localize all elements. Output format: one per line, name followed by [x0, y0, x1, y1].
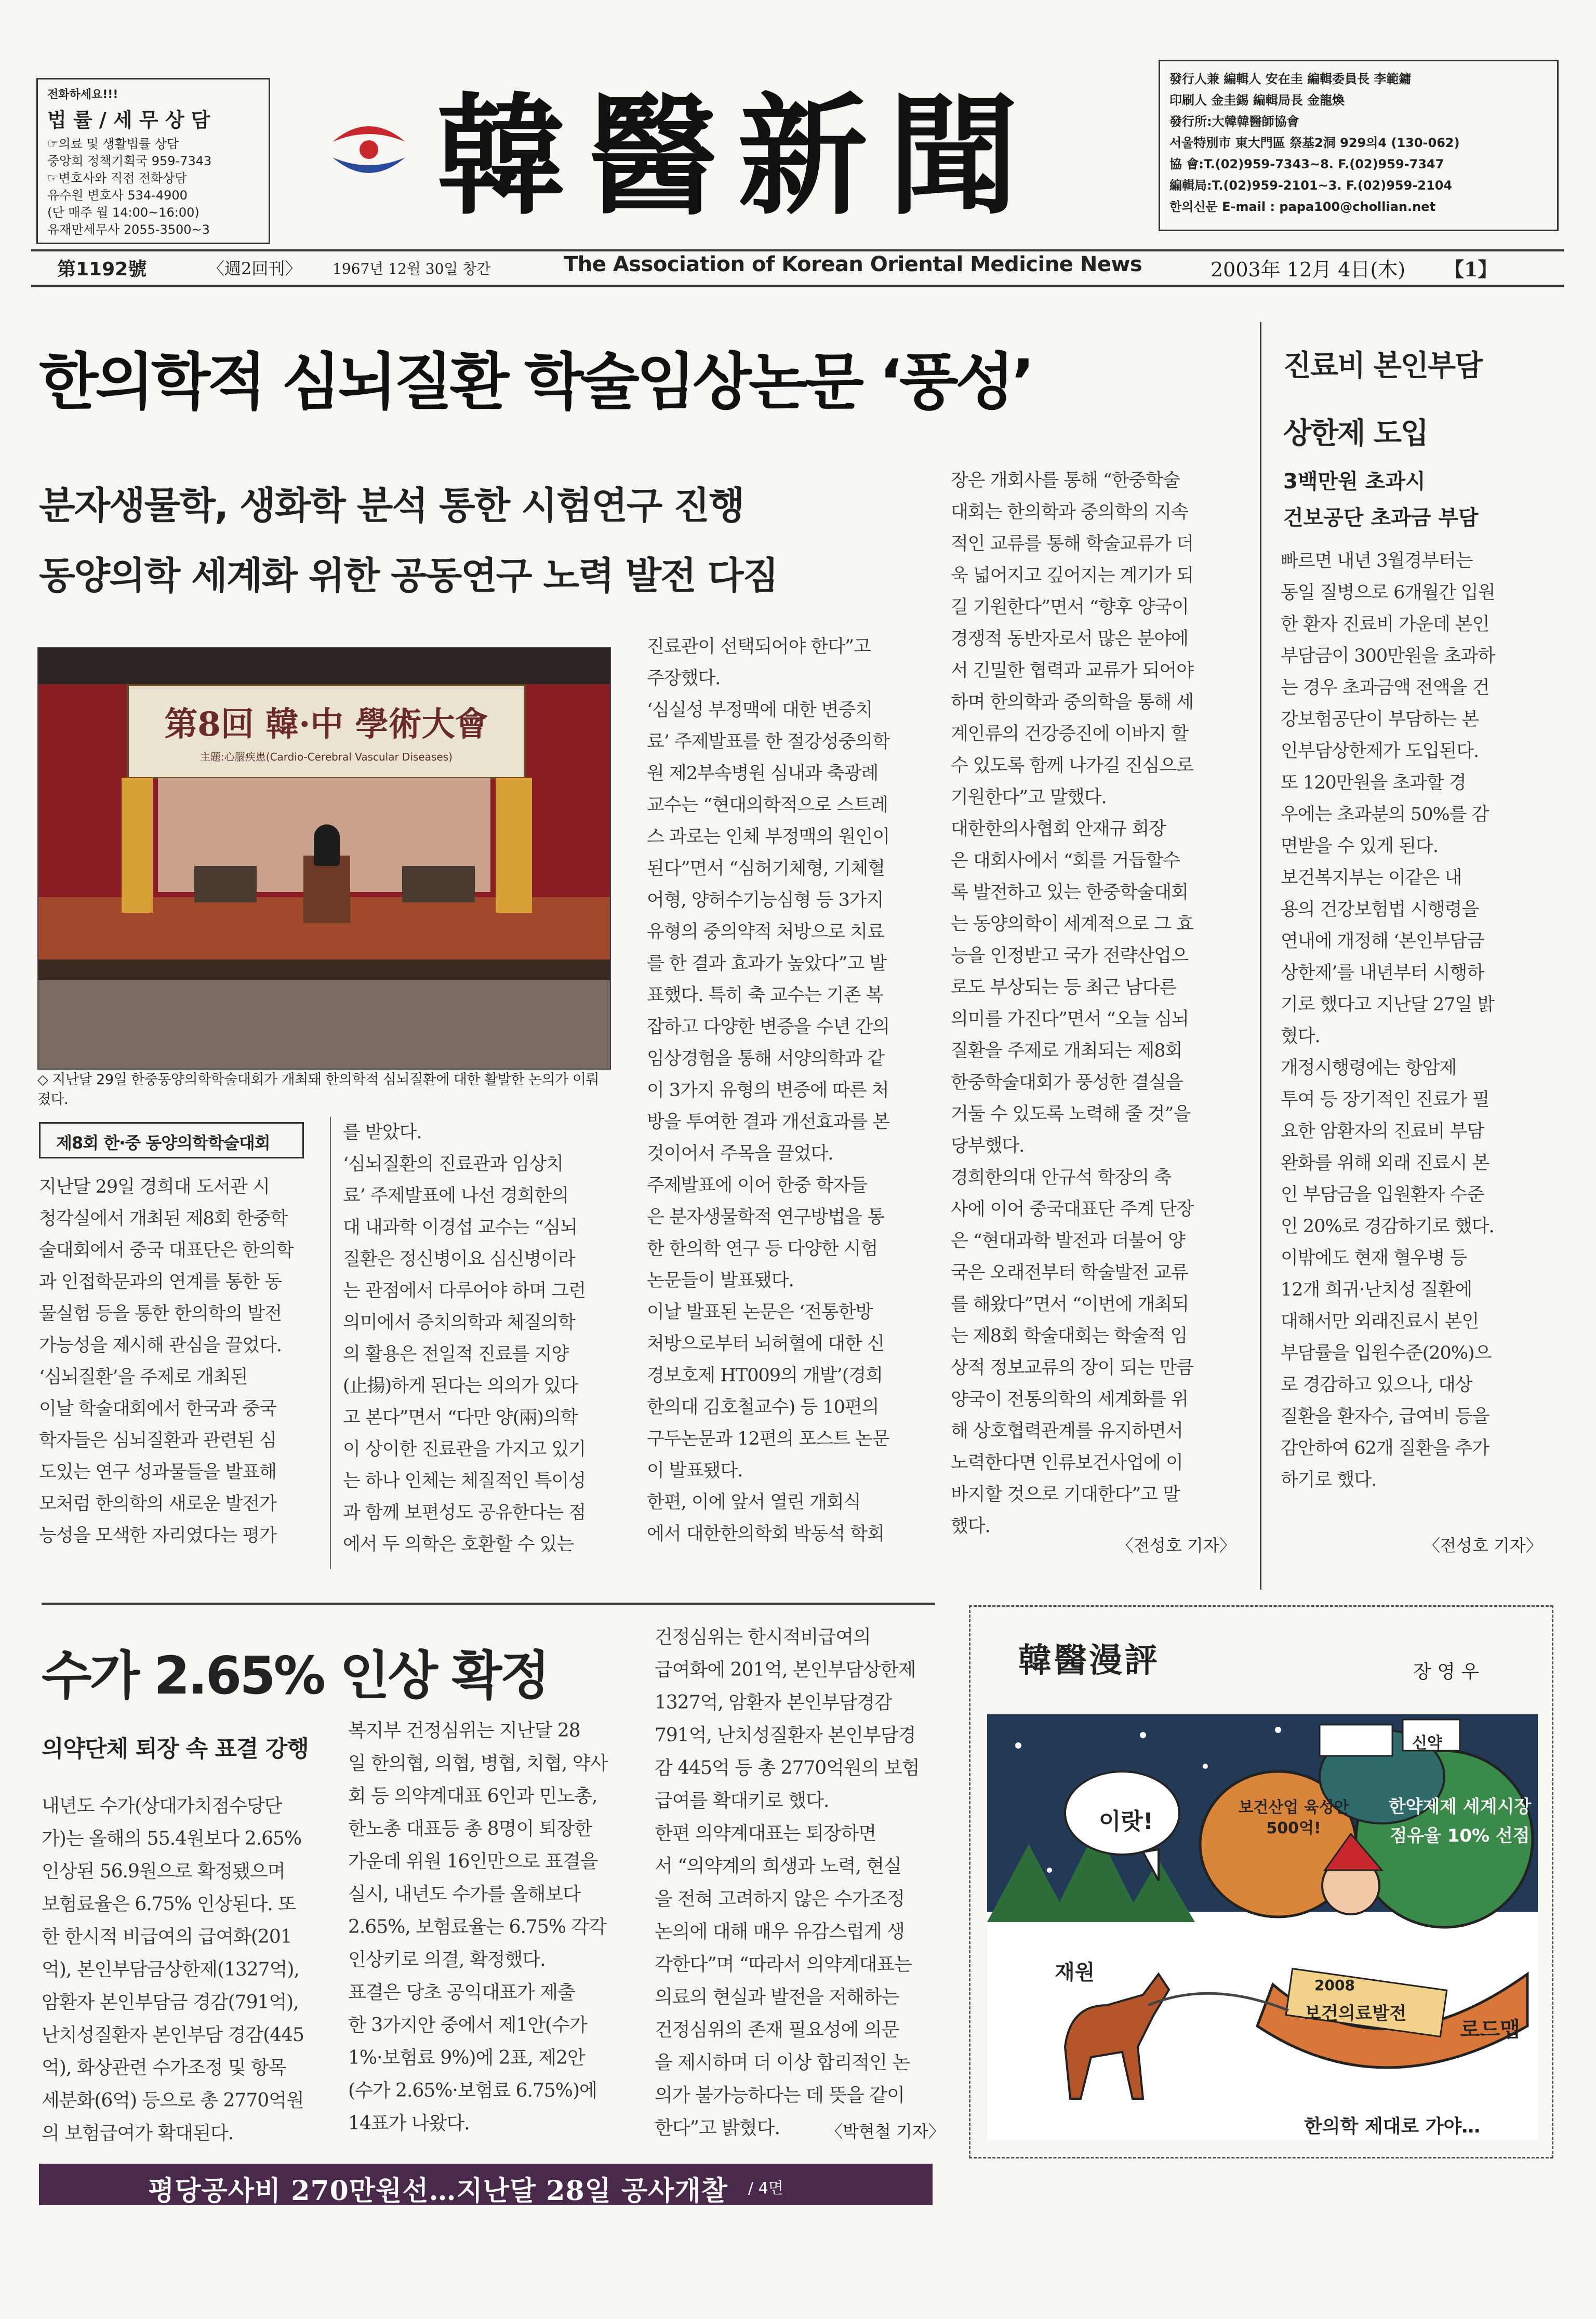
- side-divider: [1260, 322, 1261, 1590]
- banner-text: 第8回 韓·中 學術大會: [164, 705, 488, 744]
- second-byline: 〈박현철 기자〉: [826, 2122, 945, 2141]
- publisher-line: 發行所:大韓韓醫師協會: [1169, 114, 1299, 129]
- newspaper-title: 韓醫新聞: [436, 79, 1039, 232]
- photo-caption: ◇ 지난달 29일 한중동양의학학술대회가 개최돼 한의학적 심뇌질환에 대한 활발한 논의가 이뤄졌다.: [37, 1072, 599, 1108]
- founded-date: 1967년 12월 30일 창간: [332, 260, 491, 277]
- publisher-line: 印刷人 金圭錫 編輯局長 金龍煥: [1169, 93, 1345, 108]
- lead-column-2: 를 받았다. ‘심뇌질환의 진료관과 임상치 료’ 주제발표에 나선 경희한의 대 내과학 이경섭 교수는 “심뇌 질환은 정신병이요 심신병이라 는 관점에서 다루어야 하며 그런 의미에서 증치의학과 체질의학 의 활용은 전일적 진료를 지양 (止揚)하게 된다는 의의가 있다 고 본다”면서 “다만 양(兩)의학 이 상이한 진료관을 가지고 있기 는 하나 인체는 체질적인 특이성 과 함께 보편성도 공유한다는 점 에서 두 의학은 호환할 수 있는: [343, 1122, 586, 1555]
- publisher-info-box: [1159, 60, 1559, 231]
- masthead-rule-bottom: [31, 285, 1564, 287]
- issue-number: 第1192號: [57, 259, 147, 280]
- lower-section-rule: [42, 1603, 935, 1605]
- cartoon-rider: 재원: [1055, 1961, 1095, 1984]
- counsel-line: 유재만세무사 2055-3500~3: [47, 222, 210, 237]
- counsel-title: 법 률 / 세 무 상 담: [47, 109, 210, 131]
- lead-column-1: 지난달 29일 경희대 도서관 시 청각실에서 개최된 제8회 한중학 술대회에서 중국 대표단은 한의학 과 인접학문과의 연계를 통한 동 물실험 등을 통한 한의학의 발전 가능성을 제시해 관심을 끌었다. ‘심뇌질환’을 주제로 개최된 이날 학술대회에서 한국과 중국 학자들은 심뇌질환과 관련된 심 도있는 연구 성과물들을 발표해 모처럼 한의학의 새로운 발전가 능성을 모색한 자리였다는 평가: [39, 1177, 294, 1546]
- side-subheadline-2: 건보공단 초과금 부담: [1283, 506, 1479, 530]
- cartoon-sled-label: 보건의료발전: [1304, 2003, 1407, 2024]
- cartoon-bottom-text: 한의학 제대로 가야…: [1304, 2116, 1481, 2137]
- lead-subheadline-2: 동양의학 세계화 위한 공동연구 노력 발전 다짐: [39, 554, 778, 597]
- counsel-line: ☞변호사와 직접 전화상담: [47, 171, 187, 185]
- photo-flags-right: [496, 778, 532, 913]
- side-subheadline-1: 3백만원 초과시: [1283, 470, 1426, 494]
- footer-banner[interactable]: [39, 2164, 933, 2205]
- side-headline-1: 진료비 본인부담: [1283, 349, 1482, 383]
- photo-stage-front: [38, 959, 610, 980]
- second-subheadline: 의약단체 퇴장 속 표결 강행: [42, 1736, 309, 1762]
- counsel-line: 유수원 변호사 534-4900: [47, 188, 188, 203]
- photo-table-right: [402, 866, 475, 902]
- counsel-line: 중앙회 정책기획국 959-7343: [47, 154, 212, 168]
- cartoon-speech: 이랏!: [1099, 1808, 1154, 1835]
- second-column-2: 복지부 건정심위는 지난달 28 일 한의협, 의협, 병협, 치협, 약사 회 등 의약계대표 6인과 민노총, 한노총 대표등 총 8명이 퇴장한 가운데 위원 16인만으로 표결을 실시, 내년도 수가를 올해보다 2.65%, 보험료율는 6.75% 각각 인상키로 의결, 확정했다. 표결은 당초 공익대표가 제출 한 3가지안 중에서 제1안(수가 1%·보험료 9%)에 2표, 제2안 (수가 2.65%·보험료 6.75%)에 14표가 나왔다.: [348, 1720, 608, 2134]
- side-body: 빠르면 내년 3월경부터는 동일 질병으로 6개월간 입원 한 환자 진료비 가운데 본인 부담금이 300만원을 초과하 는 경우 초과금액 전액을 건 강보험공단이 부담하는 본 인부담상한제가 도입된다. 또 120만원을 초과할 경 우에는 초과분의 50%를 감 면받을 수 있게 된다. 보건복지부는 이같은 내 용의 건강보험법 시행령을 연내에 개정해 ‘본인부담금 상한제’를 내년부터 시행하 기로 했다고 지난달 27일 밝 혔다. 개정시행령에는 항암제 투여 등 장기적인 진료가 필 요한 암환자의 진료비 부담 완화를 위해 외래 진료시 본 인 부담금을 입원환자 수준 인 20%로 경감하기로 했다. 이밖에도 현재 혈우병 등 12개 희귀·난치성 질환에 대해서만 외래진료시 본인 부담률을 입원수준(20%)으 로 경감하고 있으나, 대상 질환을 환자수, 급여비 등을 감안하여 62개 질환을 추가 하기로 했다.: [1281, 551, 1495, 1490]
- photo-audience-area: [38, 980, 610, 1069]
- publisher-line: 서울特別市 東大門區 祭基2洞 929의4 (130-062): [1169, 136, 1460, 150]
- photo-banner: [127, 684, 526, 779]
- cartoon-illustration: [987, 1714, 1538, 2140]
- banner-subtitle: 主題:心腦疾患(Cardio-Cerebral Vascular Diseases): [200, 751, 453, 763]
- photo-ceiling: [38, 648, 610, 689]
- lead-column-3: 진료관이 선택되어야 한다”고 주장했다. ‘심실성 부정맥에 대한 변증치 료’ 주제발표를 한 절강성중의학 원 제2부속병원 심내과 축광례 교수는 “현대의학적으로 스트레 스 과로는 인체 부정맥의 원인이 된다”면서 “심허기체형, 기체혈 어형, 양허수기능심형 등 3가지 유형의 중의약적 처방으로 치료 를 한 결과 효과가 높았다”고 발 표했다. 특히 축 교수는 기존 복 잡하고 다양한 변증을 수년 간의 임상경험을 통해 서양의학과 같 이 3가지 유형의 변증에 따른 처 방을 투여한 결과 개선효과를 본 것이어서 주목을 끌었다. 주제발표에 이어 한중 학자들 은 분자생물학적 연구방법을 통 한 한의학 연구 등 다양한 시험 논문들이 발표됐다. 이날 발표된 논문은 ‘전통한방 처방으로부터 뇌허혈에 대한 신 경보호제 HT009의 개발’(경희 한의대 김호철교수) 등 10편의 구두논문과 12편의 포스트 논문 이 발표됐다. 한편, 이에 앞서 열린 개회식 에서 대한한의학회 박동석 학회: [647, 636, 890, 1544]
- publisher-lines: [1169, 69, 1548, 218]
- footer-banner-text: 평당공사비 270만원선…지난달 28일 공사개찰: [148, 2175, 728, 2207]
- second-headline: 수가 2.65% 인상 확정: [42, 1645, 548, 1706]
- page-number: 【1】: [1444, 258, 1498, 281]
- publisher-line: 編輯局:T.(02)959-2101~3. F.(02)959-2104: [1169, 178, 1453, 193]
- photo-flags-left: [122, 778, 153, 913]
- issue-date: 2003年 12月 4日(木): [1211, 258, 1406, 281]
- lead-headline: 한의학적 심뇌질환 학술임상논문 ‘풍성’: [39, 346, 1032, 418]
- publisher-line: 한의신문 E-mail : papa100@chollian.net: [1169, 199, 1435, 214]
- issue-frequency: 〈週2回刊〉: [208, 259, 302, 278]
- association-logo-icon: [312, 113, 426, 186]
- counsel-lines: [47, 136, 259, 238]
- photo-speaker: [314, 824, 340, 866]
- cartoon-title: 韓醫漫評: [1018, 1641, 1160, 1680]
- counsel-call: 전화하세요!!!: [47, 88, 118, 101]
- side-headline-2: 상한제 도입: [1283, 417, 1428, 450]
- conference-photo: [37, 647, 611, 1070]
- publisher-line: 協 會:T.(02)959-7343~8. F.(02)959-7347: [1169, 157, 1444, 171]
- lead-subheadline-1: 분자생물학, 생화학 분석 통한 시험연구 진행: [39, 484, 744, 527]
- counsel-line: (단 매주 월 14:00~16:00): [47, 205, 200, 220]
- second-column-1: 내년도 수가(상대가치점수당단 가)는 올해의 55.4원보다 2.65% 인상된 56.9원으로 확정됐으며 보험료율은 6.75% 인상된다. 또 한 한시적 비급여의 급여화(201 억), 본인부담금상한제(1327억), 암환자 본인부담금 경감(791억), 난치성질환자 본인부담 경감(445 억), 화상관련 수가조정 및 항목 세분화(6억) 등으로 총 2770억원 의 보험급여가 확대된다.: [42, 1795, 304, 2144]
- lead-byline: 〈전성호 기자〉: [1117, 1536, 1236, 1555]
- publisher-line: 發行人兼 編輯人 安在圭 編輯委員長 李範鏞: [1169, 72, 1412, 86]
- side-byline: 〈전성호 기자〉: [1424, 1536, 1542, 1555]
- second-column-3: 건정심위는 한시적비급여의 급여화에 201억, 본인부담상한제 1327억, 암환자 본인부담경감 791억, 난치성질환자 본인부담경 감 445억 등 총 2770억원의 보험 급여를 확대키로 했다. 한편 의약계대표는 퇴장하면 서 “의약계의 희생과 노력, 현실 을 전혀 고려하지 않은 수가조정 논의에 대해 매우 유감스럽게 생 각한다”며 “따라서 의약계대표는 의료의 현실과 발전을 저해하는 건정심위의 존재 필요성에 의문 을 제시하며 더 이상 합리적인 논 의가 불가능하다는 데 뜻을 같이 한다”고 밝혔다.: [655, 1627, 920, 2139]
- cartoon-sled-label-2: 로드맵: [1460, 2018, 1520, 2042]
- section-label: 제8회 한·중 동양의학학술대회: [39, 1122, 304, 1158]
- cartoon-tag-1: 신약: [1412, 1734, 1442, 1752]
- photo-table-left: [194, 866, 257, 902]
- english-title: The Association of Korean Oriental Medicine News: [564, 252, 1142, 276]
- masthead-rule-top: [31, 249, 1564, 251]
- cartoon-bag-1: 보건산업 육성안 500억!: [1238, 1798, 1349, 1837]
- lead-column-4: 장은 개회사를 통해 “한중학술 대회는 한의학과 중의학의 지속 적인 교류를 통해 학술교류가 더 욱 넓어지고 깊어지는 계기가 되 길 기원한다”면서 “향후 양국이 경쟁적 동반자로서 많은 분야에 서 긴밀한 협력과 교류가 되어야 하며 한의학과 중의학을 통해 세 계인류의 건강증진에 이바지 할 수 있도록 함께 나가길 진심으로 기원한다”고 말했다. 대한한의사협회 안재규 회장 은 대회사에서 “회를 거듭할수 록 발전하고 있는 한중학술대회 는 동양의학이 세계적으로 그 효 능을 인정받고 국가 전략산업으 로도 부상되는 등 최근 남다른 의미를 가진다”면서 “오늘 심뇌 질환을 주제로 개최되는 제8회 한중학술대회가 풍성한 결실을 거둘 수 있도록 노력해 줄 것”을 당부했다. 경희한의대 안규석 학장의 축 사에 이어 중국대표단 주계 단장 은 “현대과학 발전과 더불어 양 국은 오래전부터 학술발전 교류 를 해왔다”면서 “이번에 개최되 는 제8회 학술대회는 학술적 임 상적 정보교류의 장이 되는 만큼 양국이 전통의학의 세계화를 위 해 상호협력관계를 유지하면서 노력한다면 인류보건사업에 이 바지할 것으로 기대한다”고 말 했다.: [951, 470, 1194, 1537]
- footer-banner-page: / 4면: [748, 2179, 783, 2197]
- cartoon-tag-2: 의료산업: [1325, 1736, 1377, 1751]
- counsel-line: ☞의료 및 생활법률 상담: [47, 137, 179, 151]
- cartoon-year: 2008: [1314, 1977, 1355, 1994]
- column-divider: [330, 1117, 331, 1569]
- cartoon-author: 장 영 우: [1413, 1661, 1480, 1683]
- legal-counsel-box: [36, 78, 270, 244]
- cartoon-bag-2: 한약제제 세계시장 점유율 10% 선점: [1388, 1796, 1532, 1846]
